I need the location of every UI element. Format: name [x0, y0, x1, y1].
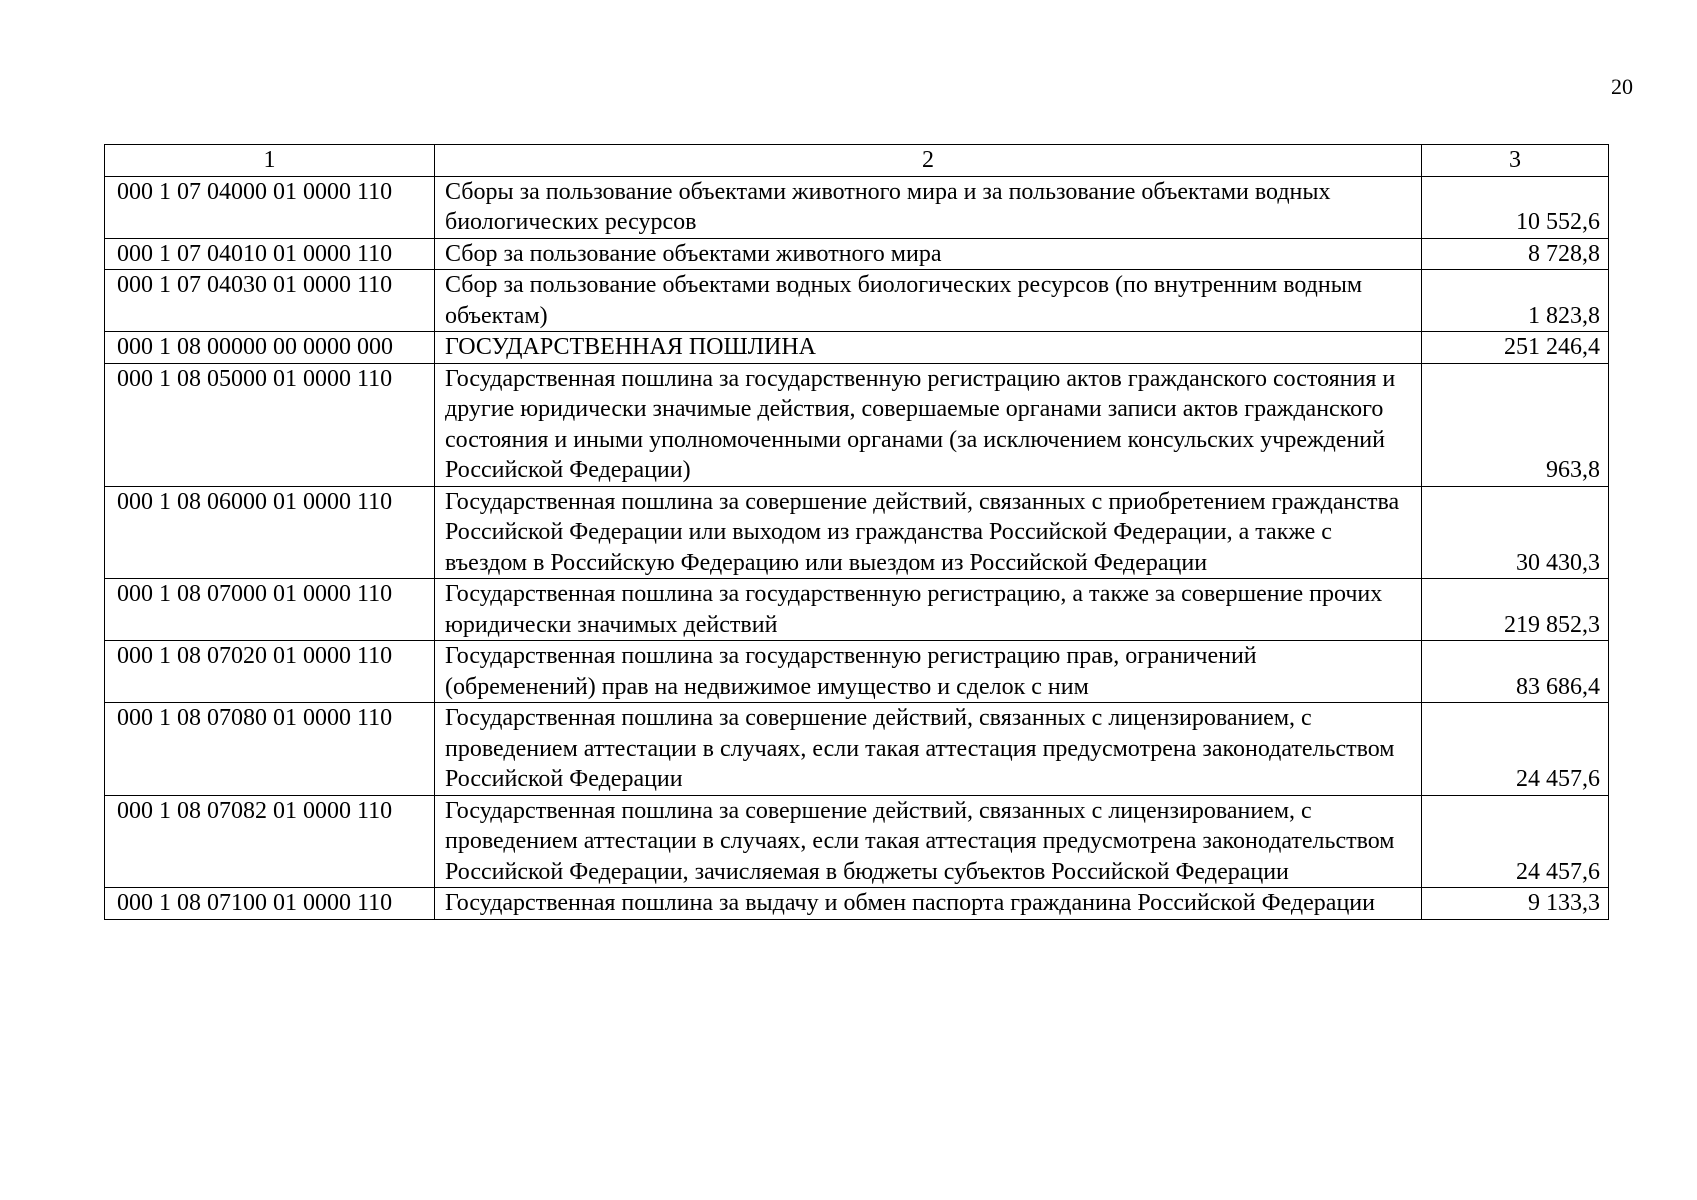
revenue-name-cell: Государственная пошлина за выдачу и обмен паспорта гражданина Российской Федерации	[435, 888, 1422, 920]
amount-cell: 9 133,3	[1422, 888, 1609, 920]
column-number-2: 2	[435, 145, 1422, 177]
table-row	[105, 176, 1609, 238]
budget-code-cell: 000 1 08 07020 01 0000 110	[105, 641, 435, 703]
budget-code-cell: 000 1 08 07100 01 0000 110	[105, 888, 435, 920]
amount-cell: 30 430,3	[1422, 486, 1609, 579]
revenue-name-cell: Государственная пошлина за совершение действий, связанных с лицензированием, с проведением аттестации в случаях, если такая аттестация предусмотрена законодательством Российской Федерации	[435, 703, 1422, 796]
revenue-name-cell: Государственная пошлина за государственную регистрацию актов гражданского состояния и другие юридически значимые действия, совершаемые органами записи актов гражданского состояния и иными уполномоченными органами (за исключением консульских учреждений Российской Федерации)	[435, 363, 1422, 486]
table-row	[105, 363, 1609, 486]
amount-cell: 10 552,6	[1422, 176, 1609, 238]
budget-code-cell: 000 1 08 07080 01 0000 110	[105, 703, 435, 796]
amount-cell: 24 457,6	[1422, 703, 1609, 796]
table-header-row	[105, 145, 1609, 177]
budget-code-cell: 000 1 08 06000 01 0000 110	[105, 486, 435, 579]
column-number-1: 1	[105, 145, 435, 177]
budget-code-cell: 000 1 07 04010 01 0000 110	[105, 238, 435, 270]
amount-cell: 83 686,4	[1422, 641, 1609, 703]
table-row	[105, 486, 1609, 579]
revenue-name-cell: Государственная пошлина за государственную регистрацию, а также за совершение прочих юридически значимых действий	[435, 579, 1422, 641]
column-number-3: 3	[1422, 145, 1609, 177]
table-row	[105, 888, 1609, 920]
revenue-name-cell: Государственная пошлина за совершение действий, связанных с приобретением гражданства Российской Федерации или выходом из гражданства Российской Федерации, а также с въездом в Российскую Федерацию или выездом из Российской Федерации	[435, 486, 1422, 579]
budget-code-cell: 000 1 07 04030 01 0000 110	[105, 270, 435, 332]
table-row	[105, 641, 1609, 703]
budget-code-cell: 000 1 07 04000 01 0000 110	[105, 176, 435, 238]
amount-cell: 8 728,8	[1422, 238, 1609, 270]
revenue-name-cell: Сборы за пользование объектами животного мира и за пользование объектами водных биологических ресурсов	[435, 176, 1422, 238]
table-row	[105, 703, 1609, 796]
revenue-name-cell: Государственная пошлина за совершение действий, связанных с лицензированием, с проведением аттестации в случаях, если такая аттестация предусмотрена законодательством Российской Федерации, зачисляемая в бюджеты субъектов Российской Федерации	[435, 795, 1422, 888]
table-row	[105, 332, 1609, 364]
table-row	[105, 579, 1609, 641]
budget-code-cell: 000 1 08 05000 01 0000 110	[105, 363, 435, 486]
page-number: 20	[1611, 74, 1633, 99]
budget-revenue-table	[104, 144, 1609, 920]
table-row	[105, 238, 1609, 270]
budget-code-cell: 000 1 08 07000 01 0000 110	[105, 579, 435, 641]
budget-code-cell: 000 1 08 00000 00 0000 000	[105, 332, 435, 364]
table-row	[105, 270, 1609, 332]
revenue-name-cell: ГОСУДАРСТВЕННАЯ ПОШЛИНА	[435, 332, 1422, 364]
revenue-name-cell: Сбор за пользование объектами водных биологических ресурсов (по внутренним водным объектам)	[435, 270, 1422, 332]
revenue-name-cell: Государственная пошлина за государственную регистрацию прав, ограничений (обременений) прав на недвижимое имущество и сделок с ним	[435, 641, 1422, 703]
amount-cell: 219 852,3	[1422, 579, 1609, 641]
table-row	[105, 795, 1609, 888]
budget-code-cell: 000 1 08 07082 01 0000 110	[105, 795, 435, 888]
revenue-name-cell: Сбор за пользование объектами животного мира	[435, 238, 1422, 270]
amount-cell: 251 246,4	[1422, 332, 1609, 364]
amount-cell: 24 457,6	[1422, 795, 1609, 888]
amount-cell: 1 823,8	[1422, 270, 1609, 332]
amount-cell: 963,8	[1422, 363, 1609, 486]
